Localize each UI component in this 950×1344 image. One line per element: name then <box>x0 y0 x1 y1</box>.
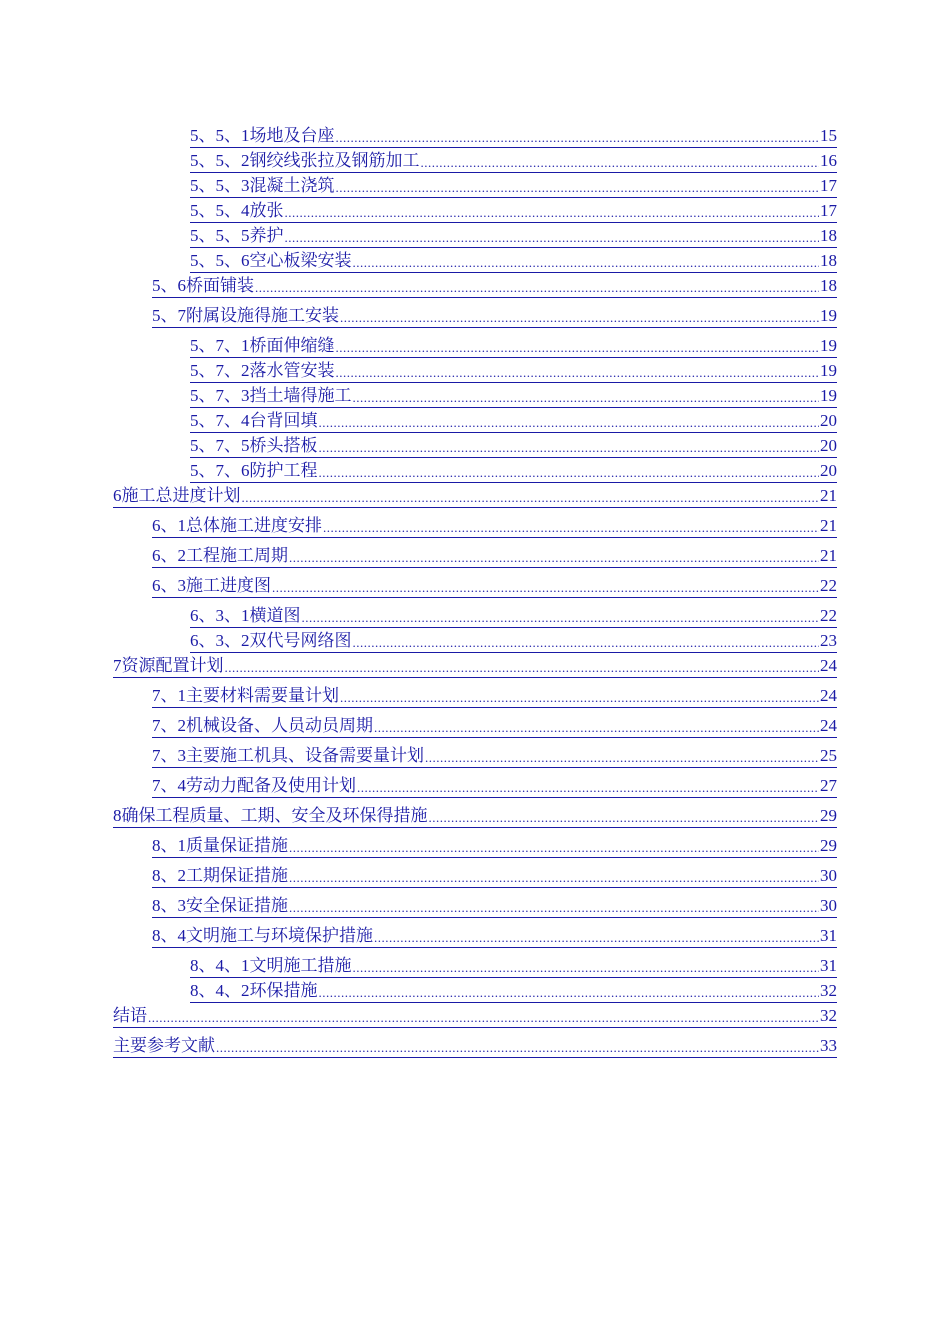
toc-entry[interactable] <box>190 199 837 223</box>
toc-entry-page-number: 20 <box>820 436 837 455</box>
toc-entry-page-number: 32 <box>820 1006 837 1025</box>
toc-entry-title: 8、2工期保证措施 <box>152 866 288 885</box>
toc-entry-page-number: 24 <box>820 716 837 735</box>
toc-entry-title: 5、7、3挡土墙得施工 <box>190 386 352 405</box>
toc-dot-leader <box>336 340 820 356</box>
toc-entry-page-number: 19 <box>820 386 837 405</box>
toc-entry[interactable] <box>113 804 837 828</box>
toc-entry-title: 5、5、1场地及台座 <box>190 126 335 145</box>
toc-entry-page-number: 30 <box>820 866 837 885</box>
toc-entry[interactable] <box>152 864 837 888</box>
toc-entry[interactable] <box>152 924 837 948</box>
toc-entry-title: 8、4文明施工与环境保护措施 <box>152 926 373 945</box>
toc-entry[interactable] <box>190 604 837 628</box>
toc-entry[interactable] <box>152 684 837 708</box>
toc-dot-leader <box>357 780 819 796</box>
toc-entry-title: 5、5、4放张 <box>190 201 284 220</box>
toc-dot-leader <box>225 660 820 676</box>
toc-entry-title: 8、4、2环保措施 <box>190 981 318 1000</box>
toc-entry-page-number: 19 <box>820 361 837 380</box>
toc-dot-leader <box>336 130 820 146</box>
toc-entry-page-number: 24 <box>820 656 837 675</box>
toc-dot-leader <box>374 720 819 736</box>
toc-entry[interactable] <box>152 834 837 858</box>
toc-dot-leader <box>353 255 820 271</box>
toc-entry-page-number: 23 <box>820 631 837 650</box>
toc-entry-title: 5、7附属设施得施工安装 <box>152 306 339 325</box>
toc-entry-title: 8确保工程质量、工期、安全及环保得措施 <box>113 806 428 825</box>
toc-entry[interactable] <box>113 484 837 508</box>
toc-entry[interactable] <box>190 434 837 458</box>
toc-entry-title: 7、4劳动力配备及使用计划 <box>152 776 356 795</box>
toc-entry-page-number: 17 <box>820 201 837 220</box>
toc-entry-title: 5、5、5养护 <box>190 226 284 245</box>
toc-entry-title: 6、2工程施工周期 <box>152 546 288 565</box>
toc-dot-leader <box>336 365 820 381</box>
toc-dot-leader <box>272 580 819 596</box>
toc-entry[interactable] <box>190 954 837 978</box>
toc-entry[interactable] <box>190 334 837 358</box>
toc-entry[interactable] <box>190 459 837 483</box>
toc-entry[interactable] <box>190 249 837 273</box>
toc-entry-page-number: 21 <box>820 516 837 535</box>
toc-entry[interactable] <box>152 574 837 598</box>
toc-entry[interactable] <box>152 774 837 798</box>
toc-entry-page-number: 24 <box>820 686 837 705</box>
toc-entry-page-number: 21 <box>820 486 837 505</box>
toc-dot-leader <box>336 180 820 196</box>
toc-dot-leader <box>319 985 820 1001</box>
toc-entry[interactable] <box>190 384 837 408</box>
toc-entry-title: 8、3安全保证措施 <box>152 896 288 915</box>
toc-dot-leader <box>285 205 820 221</box>
toc-entry-page-number: 22 <box>820 576 837 595</box>
toc-entry[interactable] <box>190 359 837 383</box>
toc-dot-leader <box>319 440 820 456</box>
toc-dot-leader <box>319 465 820 481</box>
toc-dot-leader <box>289 550 819 566</box>
toc-dot-leader <box>289 900 819 916</box>
toc-entry-title: 7资源配置计划 <box>113 656 224 675</box>
toc-entry[interactable] <box>190 629 837 653</box>
toc-entry[interactable] <box>113 1034 837 1058</box>
toc-entry-page-number: 19 <box>820 306 837 325</box>
toc-entry-title: 6、1总体施工进度安排 <box>152 516 322 535</box>
toc-entry[interactable] <box>113 654 837 678</box>
toc-entry-title: 6、3施工进度图 <box>152 576 271 595</box>
toc-entry-page-number: 20 <box>820 411 837 430</box>
toc-dot-leader <box>353 960 820 976</box>
toc-entry-page-number: 16 <box>820 151 837 170</box>
toc-entry-title: 6、3、2双代号网络图 <box>190 631 352 650</box>
toc-entry-title: 8、1质量保证措施 <box>152 836 288 855</box>
toc-entry[interactable] <box>190 409 837 433</box>
toc-entry[interactable] <box>190 149 837 173</box>
toc-entry[interactable] <box>152 894 837 918</box>
toc-entry-title: 5、5、3混凝土浇筑 <box>190 176 335 195</box>
toc-entry-title: 7、3主要施工机具、设备需要量计划 <box>152 746 424 765</box>
toc-entry-page-number: 27 <box>820 776 837 795</box>
toc-dot-leader <box>421 155 820 171</box>
toc-entry-title: 5、7、5桥头搭板 <box>190 436 318 455</box>
toc-dot-leader <box>216 1040 819 1056</box>
toc-entry-page-number: 29 <box>820 806 837 825</box>
toc-dot-leader <box>425 750 819 766</box>
toc-entry-page-number: 29 <box>820 836 837 855</box>
toc-dot-leader <box>289 840 819 856</box>
toc-entry[interactable] <box>152 744 837 768</box>
toc-entry-title: 8、4、1文明施工措施 <box>190 956 352 975</box>
toc-entry-page-number: 31 <box>820 926 837 945</box>
toc-dot-leader <box>319 415 820 431</box>
toc-dot-leader <box>148 1010 819 1026</box>
toc-dot-leader <box>374 930 819 946</box>
toc-entry-title: 5、6桥面铺装 <box>152 276 254 295</box>
toc-entry[interactable] <box>152 514 837 538</box>
toc-entry-page-number: 18 <box>820 276 837 295</box>
toc-entry-title: 5、7、1桥面伸缩缝 <box>190 336 335 355</box>
toc-entry-page-number: 22 <box>820 606 837 625</box>
toc-entry[interactable] <box>190 124 837 148</box>
toc-entry-title: 5、7、4台背回填 <box>190 411 318 430</box>
toc-dot-leader <box>429 810 820 826</box>
toc-entry-title: 主要参考文献 <box>113 1036 215 1055</box>
toc-dot-leader <box>340 310 819 326</box>
toc-entry-title: 5、7、2落水管安装 <box>190 361 335 380</box>
toc-dot-leader <box>340 690 819 706</box>
toc-entry-title: 5、5、6空心板梁安装 <box>190 251 352 270</box>
toc-entry-page-number: 19 <box>820 336 837 355</box>
toc-entry-page-number: 17 <box>820 176 837 195</box>
toc-entry[interactable] <box>152 304 837 328</box>
toc-entry-title: 结语 <box>113 1006 147 1025</box>
toc-entry-page-number: 30 <box>820 896 837 915</box>
toc-entry[interactable] <box>152 274 837 298</box>
toc-dot-leader <box>242 490 820 506</box>
toc-dot-leader <box>255 280 819 296</box>
toc-dot-leader <box>323 520 819 536</box>
toc-dot-leader <box>289 870 819 886</box>
toc-entry-page-number: 21 <box>820 546 837 565</box>
toc-entry-page-number: 31 <box>820 956 837 975</box>
toc-dot-leader <box>302 610 820 626</box>
toc-entry-page-number: 15 <box>820 126 837 145</box>
toc-entry[interactable] <box>190 174 837 198</box>
toc-dot-leader <box>285 230 820 246</box>
toc-entry-page-number: 25 <box>820 746 837 765</box>
toc-entry-page-number: 32 <box>820 981 837 1000</box>
toc-entry-page-number: 18 <box>820 251 837 270</box>
toc-entry[interactable] <box>190 224 837 248</box>
toc-entry-title: 7、1主要材料需要量计划 <box>152 686 339 705</box>
toc-dot-leader <box>353 635 820 651</box>
toc-entry-page-number: 33 <box>820 1036 837 1055</box>
toc-entry-title: 6、3、1横道图 <box>190 606 301 625</box>
toc-dot-leader <box>353 390 820 406</box>
toc-entry-page-number: 18 <box>820 226 837 245</box>
toc-entry-title: 6施工总进度计划 <box>113 486 241 505</box>
toc-entry[interactable] <box>113 1004 837 1028</box>
toc-entry-title: 5、5、2钢绞线张拉及钢筋加工 <box>190 151 420 170</box>
toc-entry-page-number: 20 <box>820 461 837 480</box>
toc-entry-title: 5、7、6防护工程 <box>190 461 318 480</box>
toc-entry-title: 7、2机械设备、人员动员周期 <box>152 716 373 735</box>
toc-entry[interactable] <box>190 979 837 1003</box>
toc-entry[interactable] <box>152 544 837 568</box>
toc-entry[interactable] <box>152 714 837 738</box>
